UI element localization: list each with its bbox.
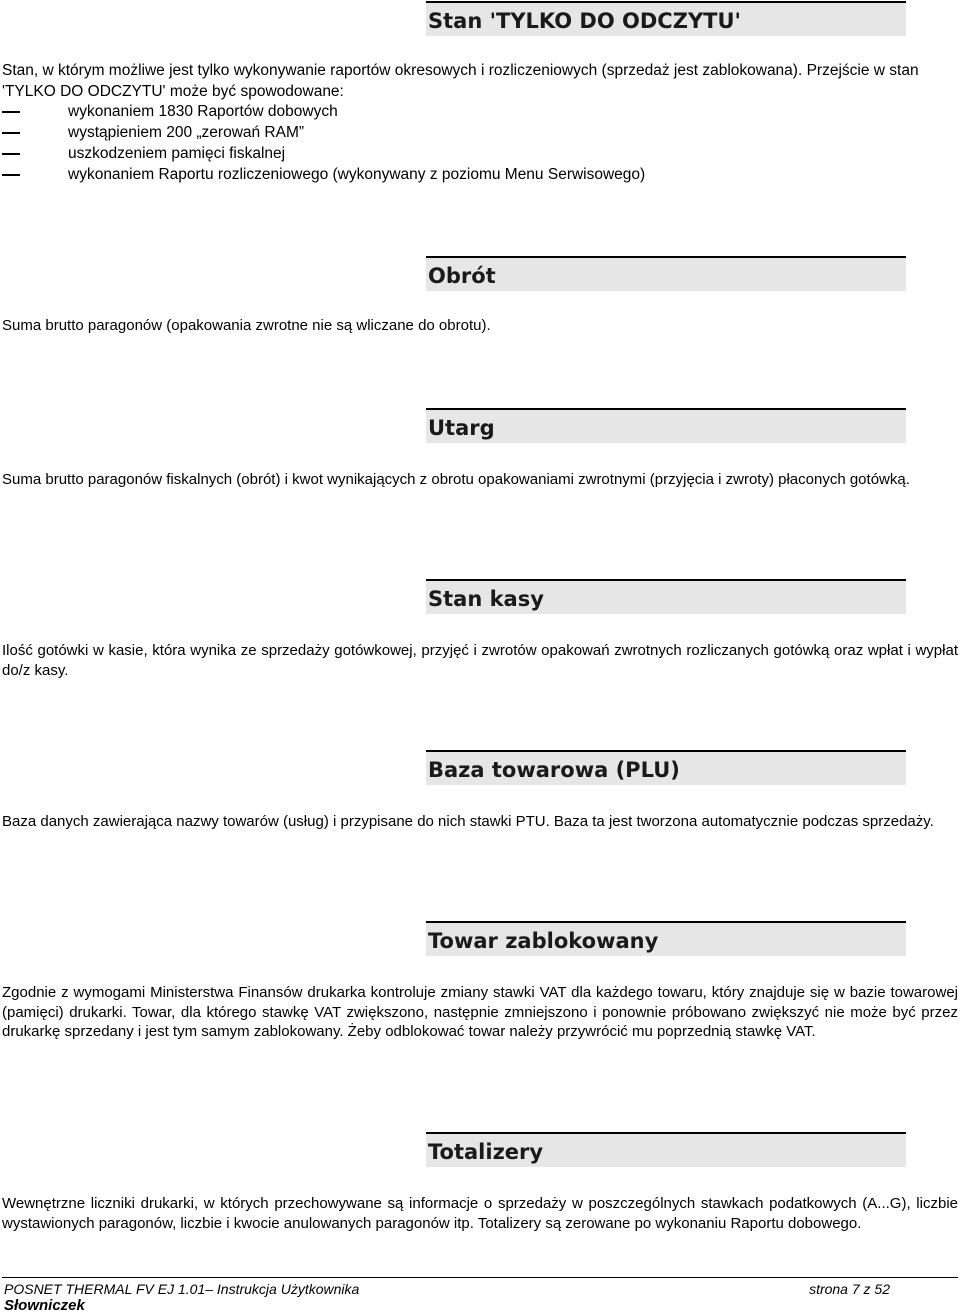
- footer-page-number: strona 7 z 52: [809, 1281, 890, 1297]
- footer-document-title: POSNET THERMAL FV EJ 1.01– Instrukcja Użytkownika: [4, 1281, 360, 1297]
- section-heading-obrot: Obrót: [426, 256, 906, 291]
- list-item: wystąpieniem 200 „zerowań RAM”: [2, 122, 645, 143]
- towar-zablokowany-definition: Zgodnie z wymogami Ministerstwa Finansów drukarka kontroluje zmiany stawki VAT dla każdego towaru, który znajduje się w bazie towarowej (pamięci) drukarki. Towar, dla którego stawkę VAT zwiększono, następnie zmniejszono i ponownie próbowano zwiększyć nie może być przez drukarkę sprzedany i jest tym samym zablokowany. Żeby odblokować towar należy przywrócić mu poprzednią stawkę VAT.: [2, 984, 958, 1040]
- footer-section-name: Słowniczek: [4, 1297, 85, 1314]
- list-item: uszkodzeniem pamięci fiskalnej: [2, 143, 645, 164]
- baza-towarowa-definition: Baza danych zawierająca nazwy towarów (usług) i przypisane do nich stawki PTU. Baza ta jest tworzona automatycznie podczas sprzedaży.: [2, 813, 934, 830]
- section-heading-read-only: Stan 'TYLKO DO ODCZYTU': [426, 1, 906, 36]
- dash-bullet-icon: [2, 174, 20, 176]
- section-heading-towar-zablokowany: Towar zablokowany: [426, 921, 906, 956]
- dash-bullet-icon: [2, 111, 20, 113]
- read-only-intro: Stan, w którym możliwe jest tylko wykonywanie raportów okresowych i rozliczeniowych (sprzedaż jest zablokowana). Przejście w stan 'TYLKO DO ODCZYTU' może być spowodowane:: [2, 62, 919, 100]
- read-only-causes-list: [2, 101, 645, 185]
- dash-bullet-icon: [2, 153, 20, 155]
- obrot-definition: Suma brutto paragonów (opakowania zwrotne nie są wliczane do obrotu).: [2, 317, 491, 334]
- section-heading-baza-towarowa: Baza towarowa (PLU): [426, 750, 906, 785]
- list-item: wykonaniem Raportu rozliczeniowego (wykonywany z poziomu Menu Serwisowego): [2, 164, 645, 185]
- section-heading-totalizery: Totalizery: [426, 1132, 906, 1167]
- stan-kasy-definition: Ilość gotówki w kasie, która wynika ze sprzedaży gotówkowej, przyjęć i zwrotów opakowań zwrotnych rozliczanych gotówką oraz wpłat i wypłat do/z kasy.: [2, 642, 958, 679]
- dash-bullet-icon: [2, 132, 20, 134]
- section-heading-utarg: Utarg: [426, 408, 906, 443]
- section-heading-stan-kasy: Stan kasy: [426, 579, 906, 614]
- list-item: wykonaniem 1830 Raportów dobowych: [2, 101, 645, 122]
- totalizery-definition: Wewnętrzne liczniki drukarki, w których przechowywane są informacje o sprzedaży w poszczególnych stawkach podatkowych (A...G), liczbie wystawionych paragonów, liczbie i kwocie anulowanych paragonów itp. Totalizery są zerowane po wykonaniu Raportu dobowego.: [2, 1195, 958, 1232]
- utarg-definition: Suma brutto paragonów fiskalnych (obrót) i kwot wynikających z obrotu opakowaniami zwrotnymi (przyjęcia i zwroty) płaconych gotówką.: [2, 471, 910, 488]
- footer-divider: [2, 1277, 958, 1278]
